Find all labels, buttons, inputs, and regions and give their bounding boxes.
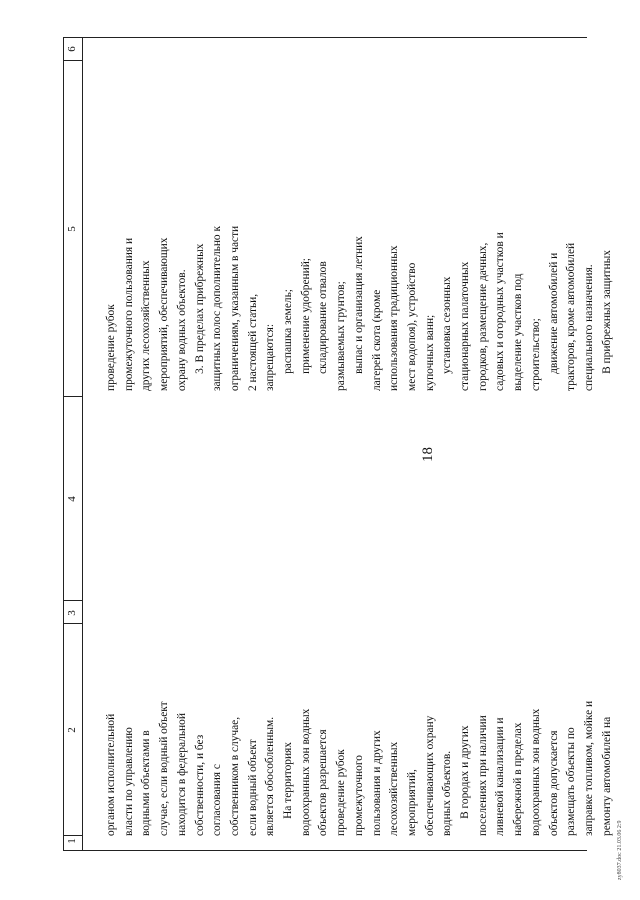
text-line: применение удобрений; [299,258,312,391]
table-header-bottom-border [82,37,83,851]
text-line: В прибрежных защитных [600,250,613,391]
text-line: поселениях при наличии [476,715,489,836]
text-line: мероприятий, [405,769,418,836]
text-line: собственником в случае, [228,716,241,836]
text-line: На территориях [282,742,295,836]
text-line: других лесохозяйственных [140,260,153,391]
text-line: лесохозяйственных [388,741,401,836]
text-line: водных объектов. [441,750,454,836]
text-line: 3. В пределах прибрежных [193,243,206,391]
text-line: размещать объекты по [565,727,578,836]
text-line: запрещаются: [264,323,277,391]
header-col-1: 1 [66,838,78,844]
text-line: строительство; [529,318,542,391]
text-line: лагерей скота (кроме [370,289,383,391]
text-line: В городах и других [459,725,472,836]
text-line: если водный объект [246,739,259,836]
header-col-3: 3 [66,610,78,616]
text-line: использования традиционных [388,245,401,391]
text-line: согласования с [211,764,224,836]
text-line: органом исполнительной [105,713,117,836]
table-right-border [63,37,587,38]
text-line: охрану водных объектов. [175,269,188,391]
header-col-5: 5 [66,226,78,232]
text-line: стационарных палаточных [459,261,472,391]
text-line: ливневой канализации и [494,717,507,836]
text-line: промежуточного пользования и [122,237,135,391]
header-col-6: 6 [66,46,78,52]
text-line: городков, размещение дачных, [476,242,489,391]
text-line: проведение рубок [335,749,348,836]
table-left-border [63,850,587,851]
table-top-border [63,37,64,851]
column-divider [63,623,83,624]
data-table [63,37,613,851]
text-line: случае, если водный объект [158,701,171,836]
text-line: власти по управлению [122,727,135,836]
text-line: выделение участков под [512,273,525,391]
text-line: водоохранных зон водных [299,708,312,836]
text-line: обеспечивающих охрану [423,715,436,836]
text-line: водоохранных зон водных [529,708,542,836]
text-line: заправке топливом, мойке и [582,700,595,836]
text-line: набережной в пределах [512,722,525,836]
text-line: является обособленным. [264,716,277,836]
text-line: мероприятий, обеспечивающих [158,237,171,391]
text-line: промежуточного [352,755,365,836]
text-line: ремонту автомобилей на [600,716,613,836]
text-line: складирование отвалов [317,261,330,391]
text-line: 2 настоящей статьи, [246,293,259,391]
column-divider [63,60,83,61]
text-line: защитных полос дополнительно к [211,226,224,391]
text-line: ограничениям, указанным в части [228,225,241,391]
document-footer-code: zy8037.doc 21.03.06 2:9 [617,820,623,880]
text-line: выпас и организация летних [352,236,365,391]
page-number: 18 [420,447,436,462]
column-2-text [103,624,616,836]
text-line: объектов разрешается [317,729,330,836]
text-line: пользования и других [370,730,383,836]
column-5-text [103,61,616,391]
column-divider [63,600,83,601]
header-col-4: 4 [66,496,78,502]
text-line: размываемых грунтов; [335,281,348,391]
text-line: установка сезонных [441,276,454,391]
header-col-2: 2 [66,727,78,733]
text-line: распашка земель; [282,289,295,391]
text-line: собственности, и без [193,734,206,836]
text-line: движение автомобилей и [547,252,560,391]
text-line: находится в федеральной [175,713,188,836]
text-line: мест водопоя), устройство [405,262,418,391]
text-line: купочных ванн; [423,314,436,391]
text-line: водными объектами в [140,730,153,836]
text-line: специального назначения. [582,264,595,391]
text-line: тракторов, кроме автомобилей [565,242,578,391]
text-line: объектов допускается [547,730,560,836]
text-line: садовых и огородных участков и [494,232,507,391]
column-divider [63,396,83,397]
text-line: проведение рубок [105,304,117,391]
